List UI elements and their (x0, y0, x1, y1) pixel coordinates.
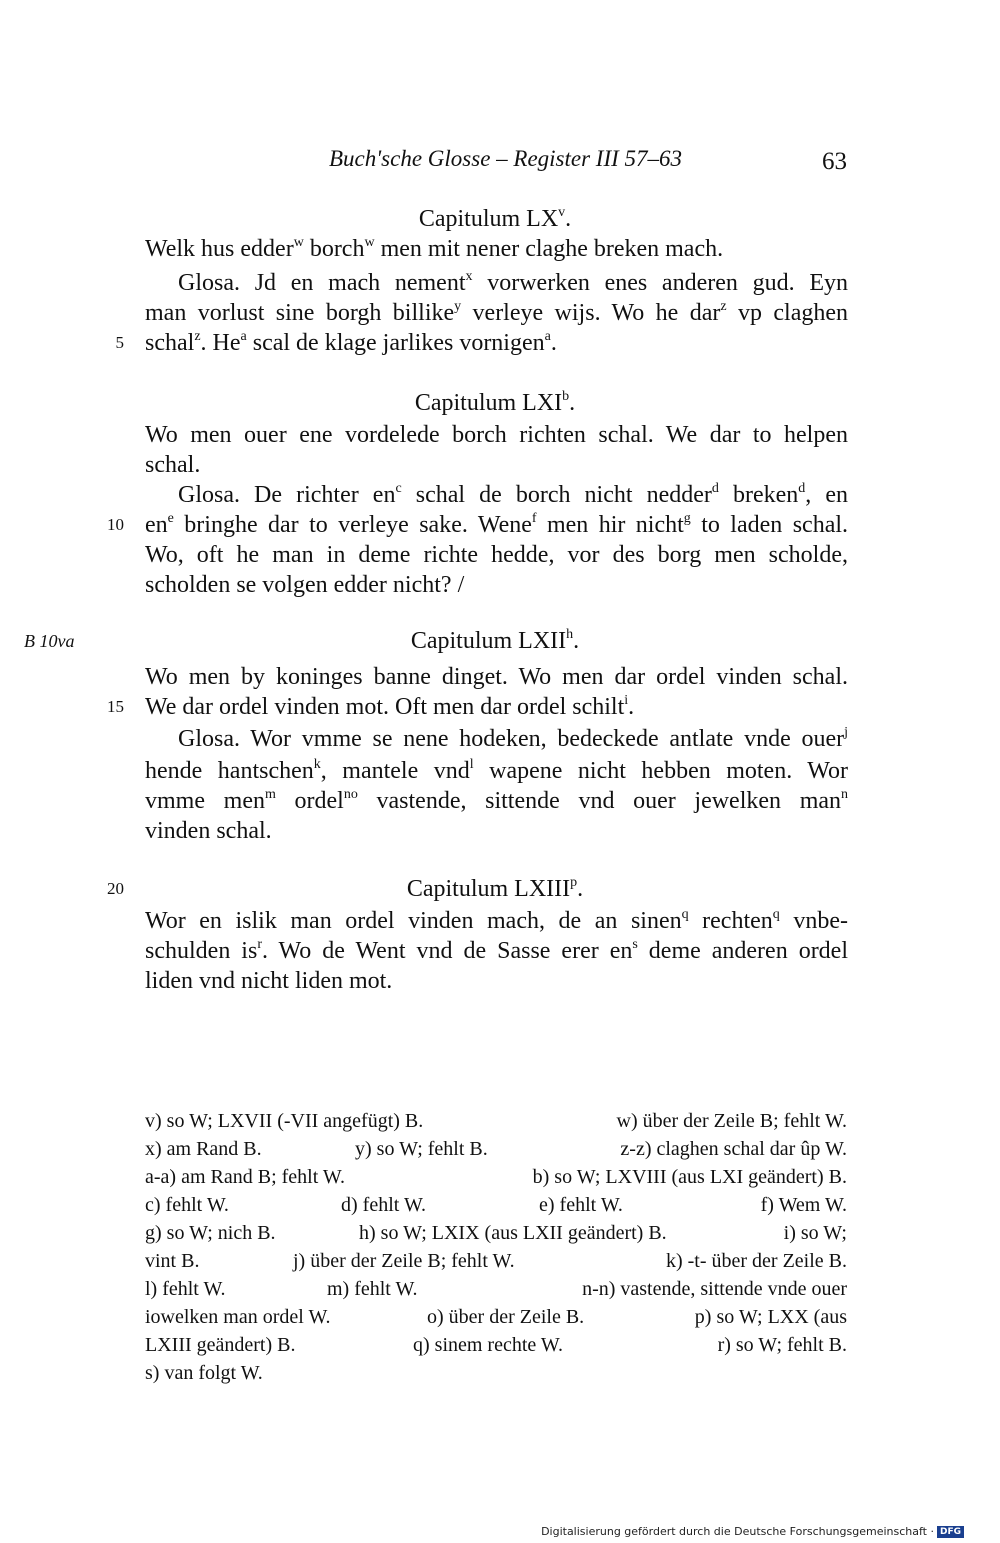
margin-note: B 10va (24, 631, 75, 651)
text-line: man vorlust sine borgh billike$^y$ verleye wijs. Wo he dar$^z$ vp claghen (145, 299, 849, 326)
footnote-i-cont: vint B. (145, 1250, 200, 1272)
footnote-r: r) so W; fehlt B. (717, 1334, 847, 1356)
page-number: 63 (822, 148, 847, 175)
text-line: Glosa. De richter $en^c$ schal de borch nicht nedder$^d$ breken$^d$, en (178, 481, 848, 508)
footnote-o: o) über der Zeile B. (427, 1306, 585, 1328)
footnote-x: x) am Rand B. (145, 1138, 262, 1160)
footnote-z: z-z) claghen schal dar ûp W. (620, 1138, 847, 1160)
running-title: Buch'sche Glosse – Register III 57–63 (329, 146, 683, 171)
chapter-heading: Capitulum LXII$^h$. (410, 627, 580, 654)
footnote-f: f) Wem W. (760, 1194, 847, 1216)
running-header (0, 146, 1000, 182)
chapter-heading: Capitulum $LX^v$. (418, 205, 572, 232)
text-line: Wo men ouer ene vordelede borch richten schal. We dar to helpen (145, 422, 848, 448)
footnote-a: a-a) am Rand B; fehlt W. (145, 1166, 345, 1188)
footnote-v: v) so W; LXVII (-VII angefügt) B. (145, 1110, 424, 1132)
text-line: Glosa. Wor vmme se nene hodeken, bedeckede antlate vnde ouer$^j$ (178, 725, 848, 752)
footnote-i: i) so W; (783, 1222, 847, 1244)
line-number: 10 (107, 515, 124, 534)
footnote-d: d) fehlt W. (341, 1194, 426, 1216)
line-number: 20 (107, 879, 124, 898)
text-line: Wo men by koninges banne dinget. Wo men dar ordel vinden schal. (145, 664, 848, 690)
footnote-q: q) sinem rechte W. (413, 1334, 563, 1356)
chapter-heading: Capitulum LXI$^b$. (414, 389, 576, 416)
footnote-c: c) fehlt W. (145, 1194, 229, 1216)
text-line: schulden $is^r$. Wo de Went vnd de Sasse erer $en^s$ deme anderen ordel (145, 937, 848, 964)
footnote-n: n-n) vastende, sittende vnde ouer (582, 1278, 847, 1300)
footnote-w: w) über der Zeile B; fehlt W. (616, 1110, 847, 1132)
footnote-g: g) so W; nich B. (145, 1222, 276, 1244)
digitization-credit (541, 1525, 964, 1538)
footnote-n-cont: iowelken man ordel W. (145, 1306, 331, 1328)
line-number: 5 (115, 333, 124, 352)
dfg-logo: DFG (937, 1526, 964, 1538)
line-number: 15 (107, 697, 124, 716)
footnote-s: s) van folgt W. (145, 1362, 263, 1384)
footnote-m: m) fehlt W. (327, 1278, 418, 1300)
footnote-j: j) über der Zeile B; fehlt W. (293, 1250, 515, 1272)
footnote-p-cont: LXIII geändert) B. (145, 1334, 296, 1356)
text-line: scholden se volgen edder nicht? / (145, 572, 465, 598)
footnotes (145, 1108, 847, 1388)
text-line: hende hantschen$^k$, mantele vnd$^l$ wapene nicht hebben moten. Wor (145, 757, 848, 784)
text-line: vinden schal. (145, 818, 272, 844)
footnote-b: b) so W; LXVIII (aus LXI geändert) B. (532, 1166, 847, 1188)
chapter-heading: Capitulum LXIII$^p$. (406, 875, 584, 902)
footnote-k: k) -t- über der Zeile B. (665, 1250, 847, 1272)
text-line: liden vnd nicht liden mot. (145, 968, 393, 994)
text-line: $en^e$ bringhe dar to verleye sake. Wene$^f$ men hir nicht$^g$ to laden schal. (145, 511, 849, 538)
footnote-e: e) fehlt W. (539, 1194, 623, 1216)
footnote-l: l) fehlt W. (145, 1278, 226, 1300)
text-line: We dar ordel vinden mot. Oft men dar ordel schilt$^i$. (145, 693, 635, 720)
footnote-y: y) so W; fehlt B. (355, 1138, 488, 1160)
footnote-h: h) so W; LXIX (aus LXII geändert) B. (359, 1222, 667, 1244)
text-line: Wor en islik man ordel vinden mach, de an sinen$^q$ rechten$^q$ vnbe- (145, 907, 848, 934)
text-line: vmme men$^m$ ordel$^{no}$ vastende, sittende vnd ouer jewelken man$^n$ (145, 787, 849, 814)
text-line: schal. (145, 452, 201, 478)
text-line: Glosa. Jd en mach nement$^x$ vorwerken enes anderen gud. Eyn (178, 269, 848, 296)
text-line: Wo, oft he man in deme richte hedde, vor des borg men scholde, (145, 542, 848, 568)
text-line: Welk hus edder$^w$ borch$^w$ men mit nener claghe breken mach. (145, 235, 724, 262)
text-line: schal$^z$. He$^a$ scal de klage jarlikes vornigen$^a$. (145, 329, 557, 356)
footnote-p: p) so W; LXX (aus (694, 1306, 847, 1328)
credit-text: Digitalisierung gefördert durch die Deutsche Forschungsgemeinschaft · (541, 1525, 934, 1538)
